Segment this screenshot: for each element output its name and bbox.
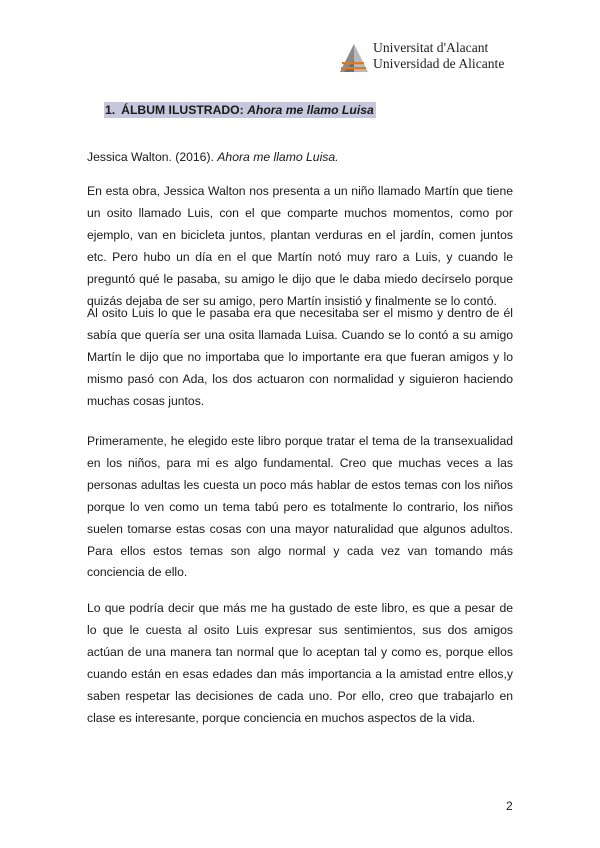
paragraph-reason: Primeramente, he elegido este libro porque tratar el tema de la transexualidad en los niños, para mi es algo fundamental. Creo que muchas veces a las personas adultas les cuesta un poco más hablar de estos temas con los niños porque lo ven como un tema tabú pero es totalmente lo contrario, los niños suelen tomarse estas cosas con una mayor naturalidad que algunos adultos. Para ellos estos temas son algo normal y cada vez van tomando más conciencia de ello. <box>87 434 513 580</box>
university-emblem-icon <box>339 41 369 73</box>
reference-authors: Jessica Walton. (2016). <box>87 150 214 164</box>
paragraph-summary-continued: Al osito Luis lo que le pasaba era que necesitaba ser el mismo y dentro de él sabía que quería ser una osita llamada Luisa. Cuando se lo contó a su amigo Martín le dijo que no importaba que lo importante era que fueran amigos y lo mismo pasó con Ada, los dos actuaron con normalidad y siguieron haciendo muchas cosas juntos. <box>87 306 513 408</box>
section-number: 1. <box>105 103 116 117</box>
section-heading <box>104 102 376 118</box>
university-name-valencian: Universitat d'Alacant <box>373 40 489 55</box>
section-label: ÁLBUM ILUSTRADO: <box>121 103 244 117</box>
page-number: 2 <box>506 799 513 813</box>
bibliographic-reference <box>87 149 339 165</box>
university-logo <box>339 40 514 74</box>
paragraph-opinion: Lo que podría decir que más me ha gustado de este libro, es que a pesar de lo que le cuesta al osito Luis expresar sus sentimientos, sus dos amigos actúan de una manera tan normal que lo aceptan tal y como es, porque ellos cuando están en esas edades dan más importancia a la amistad entre ellos,y saben respetar las decisiones de cada uno. Por ello, creo que trabajarlo en clase es interesante, porque conciencia en muchos aspectos de la vida. <box>87 601 513 725</box>
reference-title: Ahora me llamo Luisa. <box>217 150 339 164</box>
section-book-title: Ahora me llamo Luisa <box>247 103 374 117</box>
paragraph-summary: En esta obra, Jessica Walton nos presenta a un niño llamado Martín que tiene un osito llamado Luis, con el que comparte muchos momentos, como por ejemplo, van en bicicleta juntos, plantan verduras en el jardín, comen juntos etc. Pero hubo un día en el que Martín notó muy raro a Luis, y cuando le preguntó qué le pasaba, su amigo le dijo que le daba miedo decírselo porque quizás dejaba de ser su amigo, pero Martín insistió y finalmente se lo contó. <box>87 184 513 308</box>
university-name <box>373 40 504 72</box>
university-name-spanish: Universidad de Alicante <box>373 56 505 71</box>
